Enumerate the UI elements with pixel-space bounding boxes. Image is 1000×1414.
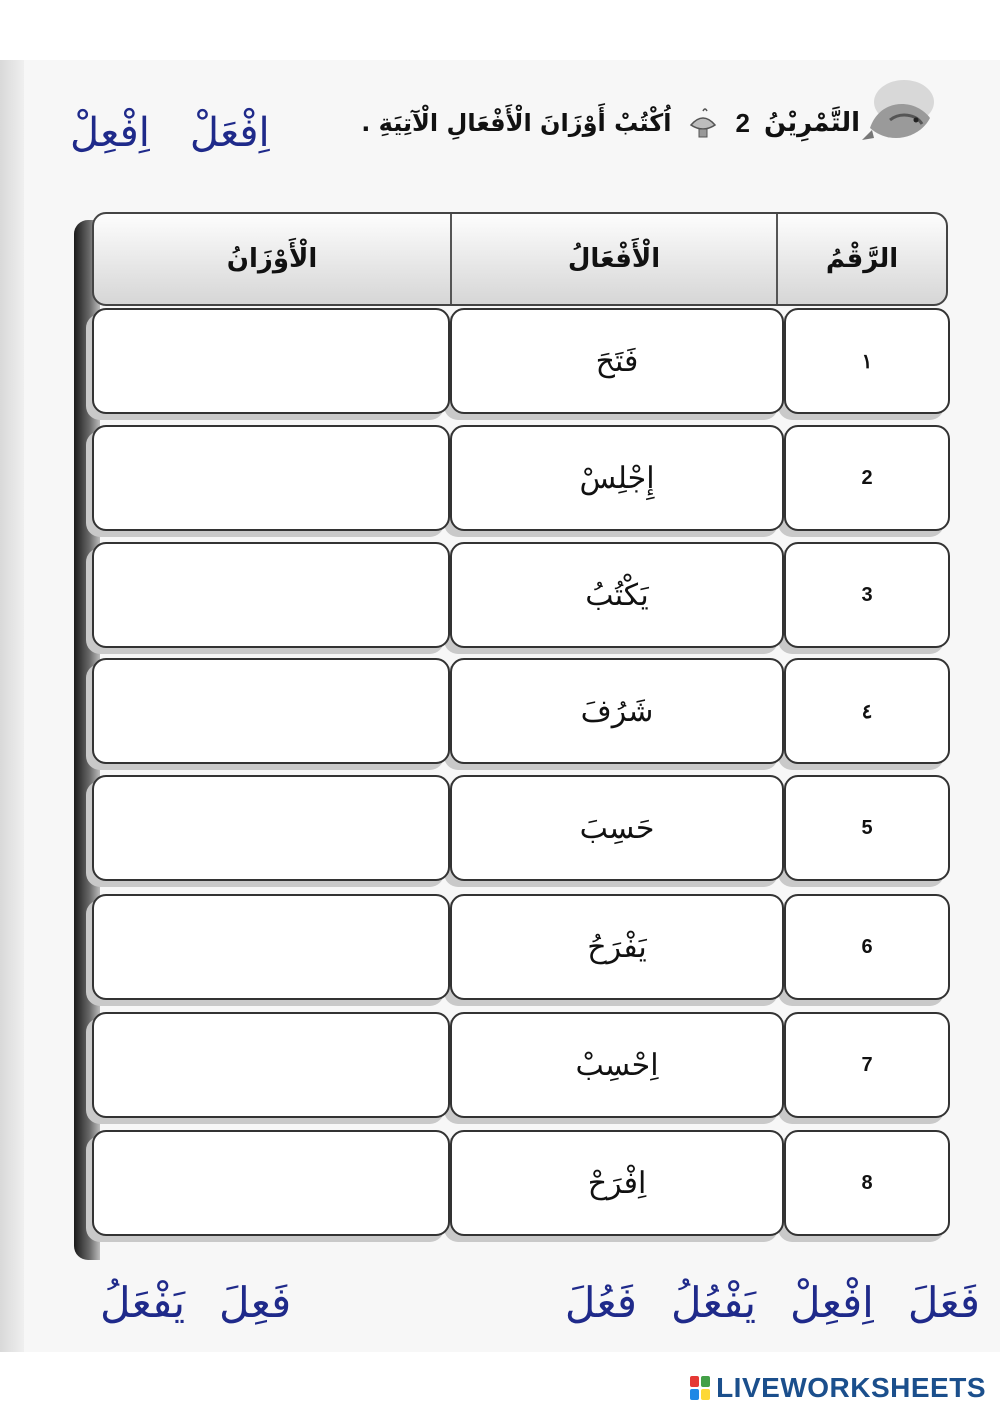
pattern-answer-field[interactable] xyxy=(92,894,450,1000)
pattern-answer-field[interactable] xyxy=(92,1012,450,1118)
exercise-header xyxy=(361,88,860,158)
row-verb: حَسِبَ xyxy=(450,775,784,881)
lamp-icon xyxy=(685,105,721,141)
row-number: 6 xyxy=(784,894,950,1000)
answer-bank xyxy=(100,1278,980,1327)
answer-bank-right xyxy=(565,1278,980,1327)
table-row xyxy=(92,542,950,648)
row-verb: اِحْسِبْ xyxy=(450,1012,784,1118)
instruction-text: اُكْتُبْ أَوْزَانَ الْأَفْعَالِ الْآتِيَةِ . xyxy=(361,109,672,137)
liveworksheets-brand[interactable] xyxy=(690,1372,986,1404)
answer-option[interactable]: يَفْعُلُ xyxy=(671,1278,757,1327)
answer-option[interactable]: يَفْعَلُ xyxy=(100,1278,186,1327)
pattern-answer-field[interactable] xyxy=(92,775,450,881)
row-number: ١ xyxy=(784,308,950,414)
pattern-answer-field[interactable] xyxy=(92,1130,450,1236)
answer-bank-left xyxy=(100,1278,291,1327)
table-row xyxy=(92,425,950,531)
pattern-answer-field[interactable] xyxy=(92,658,450,764)
row-verb: فَتَحَ xyxy=(450,308,784,414)
top-answer-1[interactable]: اِفْعَلْ xyxy=(189,110,270,156)
top-answer-2[interactable]: اِفْعِلْ xyxy=(70,110,150,156)
row-verb: شَرُفَ xyxy=(450,658,784,764)
row-verb: اِفْرَحْ xyxy=(450,1130,784,1236)
row-number: 8 xyxy=(784,1130,950,1236)
answer-option[interactable]: اِفْعِلْ xyxy=(790,1278,874,1327)
table-row xyxy=(92,1012,950,1118)
liveworksheets-logo-icon xyxy=(690,1376,710,1400)
pattern-answer-field[interactable] xyxy=(92,308,450,414)
brand-name: LIVEWORKSHEETS xyxy=(716,1372,986,1403)
table-row xyxy=(92,894,950,1000)
row-number: ٤ xyxy=(784,658,950,764)
table-row xyxy=(92,658,950,764)
table-row xyxy=(92,308,950,414)
table-header-row xyxy=(92,212,948,306)
pattern-answer-field[interactable] xyxy=(92,542,450,648)
table-row xyxy=(92,1130,950,1236)
top-answer-group xyxy=(70,110,270,156)
header-patterns: الْأَوْزَانُ xyxy=(226,244,318,274)
row-number: 7 xyxy=(784,1012,950,1118)
dolphin-icon xyxy=(860,68,940,160)
header-verbs: الْأَفْعَالُ xyxy=(450,214,776,304)
row-number: 2 xyxy=(784,425,950,531)
page-edge xyxy=(0,60,24,1352)
answer-option[interactable]: فَعَلَ xyxy=(907,1278,980,1327)
row-verb: يَكْتُبُ xyxy=(450,542,784,648)
answer-option[interactable]: فَعِلَ xyxy=(219,1278,292,1327)
row-number: 3 xyxy=(784,542,950,648)
exercise-label: التَّمْرِيْنُ xyxy=(763,108,860,138)
pattern-answer-field[interactable] xyxy=(92,425,450,531)
row-verb: إِجْلِسْ xyxy=(450,425,784,531)
row-verb: يَفْرَحُ xyxy=(450,894,784,1000)
answer-option[interactable]: فَعُلَ xyxy=(564,1278,637,1327)
row-number: 5 xyxy=(784,775,950,881)
header-number: الرَّقْمُ xyxy=(776,214,946,304)
table-row xyxy=(92,775,950,881)
exercise-number: 2 xyxy=(735,107,750,138)
